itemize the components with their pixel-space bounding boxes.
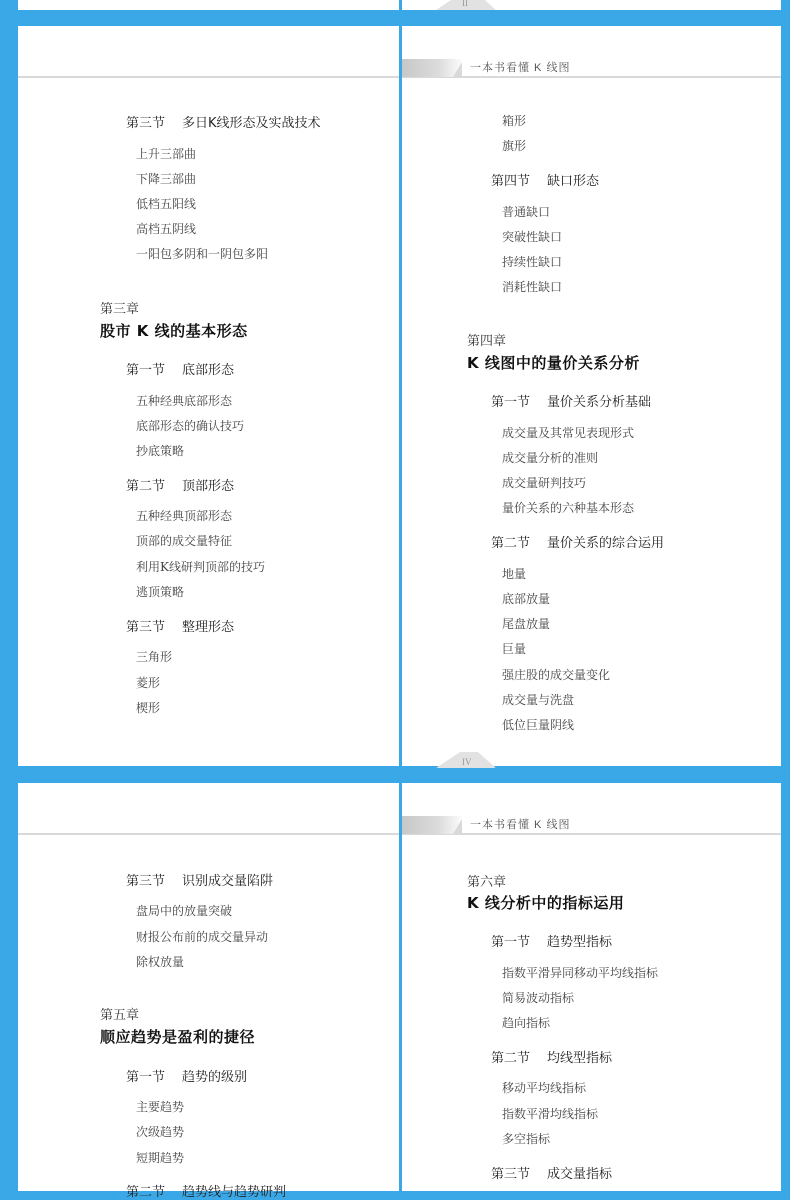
chapter-title: K 线图中的量价关系分析 <box>467 354 640 372</box>
toc-item: 底部放量 <box>502 592 551 606</box>
toc-item: 利用K线研判顶部的技巧 <box>136 560 265 574</box>
toc-item: 五种经典底部形态 <box>136 394 233 408</box>
section-heading: 第三节 整理形态 <box>126 620 235 635</box>
toc-item: 一阳包多阴和一阴包多阳 <box>136 247 269 261</box>
toc-item: 成交量与洗盘 <box>502 693 575 707</box>
prev-page-right <box>402 0 781 10</box>
toc-item: 趋向指标 <box>502 1016 551 1030</box>
chapter-number: 第六章 <box>467 875 507 890</box>
toc-item: 成交量研判技巧 <box>502 476 587 490</box>
toc-item: 除权放量 <box>136 955 185 969</box>
spread2-right-page <box>402 783 781 1191</box>
toc-item: 盘局中的放量突破 <box>136 904 233 918</box>
section-heading: 第四节 缺口形态 <box>491 174 600 189</box>
toc-item: 次级趋势 <box>136 1125 185 1139</box>
toc-item: 成交量分析的准则 <box>502 451 599 465</box>
chapter-title: 股市 K 线的基本形态 <box>100 322 248 340</box>
toc-item: 五种经典顶部形态 <box>136 509 233 523</box>
page-number: II <box>462 0 468 8</box>
toc-item: 消耗性缺口 <box>502 280 563 294</box>
toc-item: 主要趋势 <box>136 1100 185 1114</box>
prev-page-left <box>18 0 399 10</box>
spread2-left-page <box>18 783 399 1200</box>
toc-item: 成交量及其常见表现形式 <box>502 426 635 440</box>
toc-item: 移动平均线指标 <box>502 1081 587 1095</box>
toc-item: 持续性缺口 <box>502 255 563 269</box>
page-number: IV <box>462 757 472 767</box>
section-heading: 第二节 均线型指标 <box>491 1051 613 1066</box>
section-heading: 第二节 趋势线与趋势研判 <box>126 1185 287 1200</box>
toc-item: 指数平滑均线指标 <box>502 1107 599 1121</box>
toc-item: 逃顶策略 <box>136 585 185 599</box>
toc-item: 短期趋势 <box>136 1151 185 1165</box>
toc-item: 菱形 <box>136 676 161 690</box>
toc-item: 三角形 <box>136 650 173 664</box>
toc-item: 地量 <box>502 567 527 581</box>
chapter-title: K 线分析中的指标运用 <box>467 894 625 912</box>
section-heading: 第三节 成交量指标 <box>491 1167 613 1182</box>
toc-item: 下降三部曲 <box>136 172 197 186</box>
section-heading: 第三节 多日K线形态及实战技术 <box>126 116 321 131</box>
toc-item: 量价关系的六种基本形态 <box>502 501 635 515</box>
running-header: 一本书看懂 K 线图 <box>470 819 571 831</box>
section-heading: 第二节 量价关系的综合运用 <box>491 536 665 551</box>
toc-item: 强庄股的成交量变化 <box>502 668 611 682</box>
section-heading: 第一节 趋势的级别 <box>126 1070 248 1085</box>
chapter-number: 第四章 <box>467 334 507 349</box>
chapter-title: 顺应趋势是盈利的捷径 <box>100 1028 256 1046</box>
header-rule <box>18 76 399 78</box>
spread1-left-page <box>18 26 399 766</box>
section-heading: 第一节 趋势型指标 <box>491 935 613 950</box>
section-heading: 第三节 识别成交量陷阱 <box>126 874 274 889</box>
toc-item: 指数平滑异同移动平均线指标 <box>502 966 659 980</box>
toc-item: 财报公布前的成交量异动 <box>136 930 269 944</box>
toc-item: 楔形 <box>136 701 161 715</box>
toc-item: 普通缺口 <box>502 205 551 219</box>
toc-item: 低位巨量阴线 <box>502 718 575 732</box>
running-header: 一本书看懂 K 线图 <box>470 62 571 74</box>
toc-item: 巨量 <box>502 642 527 656</box>
section-heading: 第二节 顶部形态 <box>126 479 235 494</box>
toc-item: 多空指标 <box>502 1132 551 1146</box>
toc-item: 尾盘放量 <box>502 617 551 631</box>
toc-item: 高档五阴线 <box>136 222 197 236</box>
toc-item: 简易波动指标 <box>502 991 575 1005</box>
section-heading: 第一节 底部形态 <box>126 363 235 378</box>
toc-item: 上升三部曲 <box>136 147 197 161</box>
toc-item: 箱形 <box>502 114 527 128</box>
section-heading: 第一节 量价关系分析基础 <box>491 395 652 410</box>
toc-item: 底部形态的确认技巧 <box>136 419 245 433</box>
toc-item: 旗形 <box>502 139 527 153</box>
header-rule <box>18 833 399 835</box>
toc-item: 低档五阳线 <box>136 197 197 211</box>
spread1-right-page <box>402 26 781 766</box>
chapter-number: 第五章 <box>100 1008 140 1023</box>
chapter-number: 第三章 <box>100 302 140 317</box>
toc-item: 突破性缺口 <box>502 230 563 244</box>
toc-item: 顶部的成交量特征 <box>136 534 233 548</box>
toc-item: 抄底策略 <box>136 444 185 458</box>
